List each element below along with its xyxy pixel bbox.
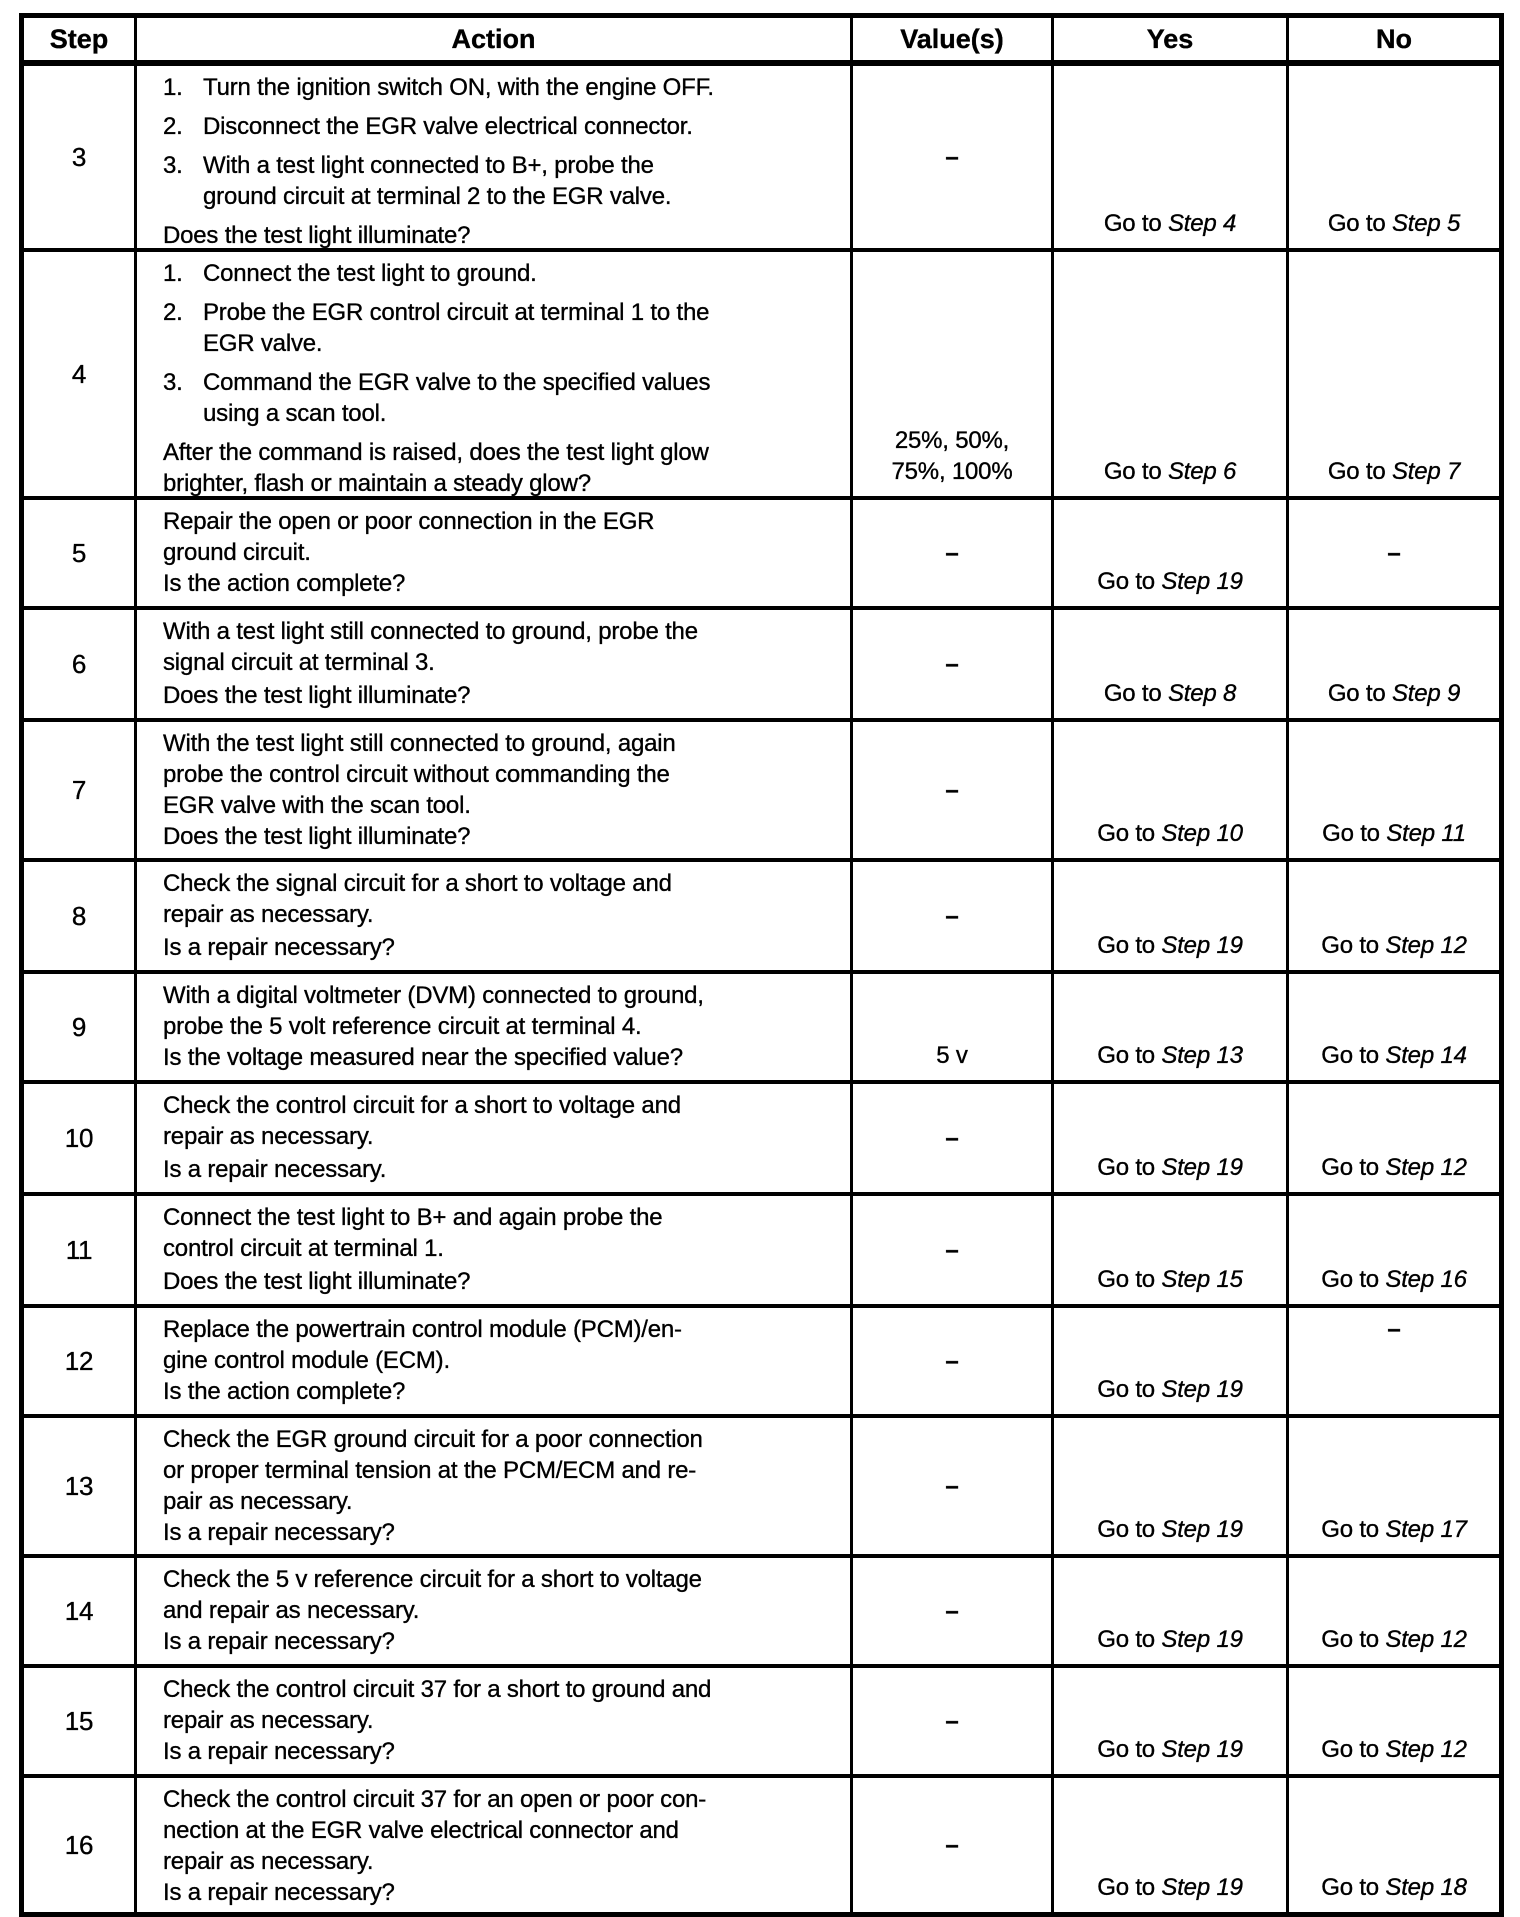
value-cell	[850, 248, 1051, 496]
action-numbered-item	[163, 297, 840, 359]
text-line: Disconnect the EGR valve electrical connector.	[203, 113, 693, 140]
action-text-line: EGR valve with the scan tool.	[163, 792, 471, 819]
action-text-line: probe the control circuit without commanding the	[163, 761, 670, 788]
no-cell	[1286, 496, 1499, 606]
text-line: Is a repair necessary?	[163, 1879, 395, 1906]
value-text: –	[945, 1472, 959, 1500]
item-text	[203, 111, 840, 142]
goto-text	[1328, 208, 1460, 239]
question-text	[163, 1266, 840, 1297]
goto-step-reference: Step 14	[1385, 1042, 1467, 1069]
value-text: –	[945, 1707, 959, 1735]
step-number: 10	[24, 1080, 134, 1192]
action-cell	[134, 1192, 850, 1304]
text-line: brighter, flash or maintain a steady glow?	[163, 470, 591, 497]
goto-text	[1097, 1734, 1243, 1765]
goto-prefix: Go to	[1097, 820, 1162, 847]
goto-step-reference: Step 12	[1385, 1736, 1467, 1763]
goto-text	[1097, 1514, 1243, 1545]
question-text	[163, 1517, 840, 1548]
goto-step-reference: Step 19	[1161, 932, 1243, 959]
diagnostic-table	[19, 13, 1504, 1917]
text-line: Does the test light illuminate?	[163, 222, 471, 249]
action-text-line: With a digital voltmeter (DVM) connected to ground,	[163, 982, 704, 1009]
question-text	[163, 680, 840, 711]
column-header-values: Value(s)	[850, 18, 1051, 60]
no-cell	[1286, 60, 1499, 248]
question-text	[163, 1376, 840, 1407]
goto-step-reference: Step 6	[1167, 458, 1237, 485]
goto-step-reference: Step 13	[1161, 1042, 1243, 1069]
yes-cell	[1051, 1774, 1286, 1912]
yes-cell	[1051, 248, 1286, 496]
goto-step-reference: Step 12	[1385, 1626, 1467, 1653]
value-cell	[850, 718, 1051, 858]
value-text: –	[945, 143, 959, 171]
goto-prefix: Go to	[1097, 1376, 1162, 1403]
value-cell	[850, 1414, 1051, 1554]
goto-step-reference: Step 19	[1161, 1376, 1243, 1403]
goto-prefix: Go to	[1327, 210, 1392, 237]
goto-step-reference: Step 19	[1161, 1516, 1243, 1543]
action-text-line: With a test light still connected to ground, probe the	[163, 618, 698, 645]
step-number: 12	[24, 1304, 134, 1414]
action-cell	[134, 248, 850, 496]
goto-step-reference: Step 19	[1161, 568, 1243, 595]
goto-step-reference: Step 7	[1391, 458, 1461, 485]
text-line: using a scan tool.	[203, 400, 387, 427]
step-number: 6	[24, 606, 134, 718]
yes-cell	[1051, 606, 1286, 718]
item-number: 1.	[163, 260, 183, 287]
goto-prefix: Go to	[1097, 1266, 1162, 1293]
action-text-line: Check the control circuit for a short to voltage and	[163, 1092, 681, 1119]
action-cell	[134, 1080, 850, 1192]
action-text-line: nection at the EGR valve electrical connector and	[163, 1817, 679, 1844]
value-text: –	[945, 650, 959, 678]
text-line: Connect the test light to ground.	[203, 260, 537, 287]
text-line: Does the test light illuminate?	[163, 1268, 471, 1295]
value-cell	[850, 496, 1051, 606]
action-cell	[134, 496, 850, 606]
text-line: Is a repair necessary?	[163, 1519, 395, 1546]
yes-cell	[1051, 1304, 1286, 1414]
goto-step-reference: Step 19	[1161, 1154, 1243, 1181]
action-cell	[134, 970, 850, 1080]
text-line: Is a repair necessary?	[163, 1628, 395, 1655]
action-cell	[134, 60, 850, 248]
no-cell	[1286, 970, 1499, 1080]
text-line: Probe the EGR control circuit at terminal 1 to the	[203, 299, 710, 326]
no-cell	[1286, 1192, 1499, 1304]
text-line: Does the test light illuminate?	[163, 682, 471, 709]
value-text: –	[945, 1597, 959, 1625]
action-text-line: Repair the open or poor connection in the EGR	[163, 508, 655, 535]
value-cell	[850, 606, 1051, 718]
value-text: 5 v	[936, 1042, 968, 1069]
goto-text	[1097, 930, 1243, 961]
goto-prefix: Go to	[1321, 932, 1386, 959]
text-line: ground circuit at terminal 2 to the EGR valve.	[203, 183, 672, 210]
action-text-line: repair as necessary.	[163, 1848, 374, 1875]
goto-prefix: Go to	[1321, 1042, 1386, 1069]
action-text-line: pair as necessary.	[163, 1488, 353, 1515]
step-number: 14	[24, 1554, 134, 1664]
goto-prefix: Go to	[1097, 1042, 1162, 1069]
action-text-line: With the test light still connected to ground, again	[163, 730, 676, 757]
goto-text	[1097, 1872, 1243, 1903]
goto-prefix: Go to	[1097, 568, 1162, 595]
action-text-line: Connect the test light to B+ and again probe the	[163, 1204, 663, 1231]
action-numbered-item	[163, 111, 840, 142]
text-line: With a test light connected to B+, probe the	[203, 152, 654, 179]
item-number: 2.	[163, 113, 183, 140]
step-number: 4	[24, 248, 134, 496]
question-text	[163, 1154, 840, 1185]
value-cell	[850, 60, 1051, 248]
yes-cell	[1051, 1554, 1286, 1664]
action-text-line: Check the 5 v reference circuit for a short to voltage	[163, 1566, 702, 1593]
goto-step-reference: Step 18	[1385, 1874, 1467, 1901]
goto-step-reference: Step 19	[1161, 1736, 1243, 1763]
step-number: 16	[24, 1774, 134, 1912]
goto-text	[1321, 1040, 1467, 1071]
action-text-line: and repair as necessary.	[163, 1597, 420, 1624]
action-text-line: Replace the powertrain control module (PCM)/en-	[163, 1316, 682, 1343]
no-cell	[1286, 858, 1499, 970]
action-text-line: control circuit at terminal 1.	[163, 1235, 444, 1262]
question-text	[163, 1626, 840, 1657]
action-text-line: repair as necessary.	[163, 1123, 374, 1150]
item-text	[203, 297, 840, 359]
goto-prefix: Go to	[1097, 1154, 1162, 1181]
item-text	[203, 150, 840, 212]
no-cell	[1286, 1774, 1499, 1912]
column-header-yes: Yes	[1051, 18, 1286, 60]
item-number: 2.	[163, 299, 183, 326]
action-text-line: ground circuit.	[163, 539, 311, 566]
goto-step-reference: Step 5	[1391, 210, 1461, 237]
text-line: EGR valve.	[203, 330, 323, 357]
item-text	[203, 367, 840, 429]
goto-prefix: Go to	[1103, 458, 1168, 485]
value-cell	[850, 1774, 1051, 1912]
no-cell	[1286, 606, 1499, 718]
action-numbered-item	[163, 150, 840, 212]
step-number: 11	[24, 1192, 134, 1304]
question-text	[163, 568, 840, 599]
goto-text	[1321, 1264, 1467, 1295]
action-text-line: signal circuit at terminal 3.	[163, 649, 435, 676]
dash: –	[1387, 1316, 1401, 1343]
action-cell	[134, 1554, 850, 1664]
goto-step-reference: Step 16	[1385, 1266, 1467, 1293]
text-line: Is the action complete?	[163, 1378, 406, 1405]
goto-step-reference: Step 12	[1385, 932, 1467, 959]
yes-cell	[1051, 60, 1286, 248]
action-text-line: Check the control circuit 37 for a short to ground and	[163, 1676, 712, 1703]
value-text: –	[945, 902, 959, 930]
item-text	[203, 72, 840, 103]
action-cell	[134, 1414, 850, 1554]
value-cell	[850, 1554, 1051, 1664]
step-number: 13	[24, 1414, 134, 1554]
goto-prefix: Go to	[1097, 1874, 1162, 1901]
value-text: –	[945, 539, 959, 567]
no-cell	[1286, 1080, 1499, 1192]
value-cell	[850, 1304, 1051, 1414]
action-text-line: probe the 5 volt reference circuit at terminal 4.	[163, 1013, 642, 1040]
no-cell	[1286, 1554, 1499, 1664]
goto-text	[1097, 1374, 1243, 1405]
value-text: 75%, 100%	[891, 458, 1013, 485]
goto-prefix: Go to	[1327, 680, 1392, 707]
action-text-line: Check the signal circuit for a short to voltage and	[163, 870, 672, 897]
action-text-line: or proper terminal tension at the PCM/ECM and re-	[163, 1457, 697, 1484]
goto-step-reference: Step 12	[1385, 1154, 1467, 1181]
value-cell	[850, 1192, 1051, 1304]
value-cell	[850, 1664, 1051, 1774]
goto-text	[1321, 1872, 1467, 1903]
step-number: 3	[24, 60, 134, 248]
no-cell	[1286, 248, 1499, 496]
action-cell	[134, 1774, 850, 1912]
action-text-line: Check the EGR ground circuit for a poor connection	[163, 1426, 703, 1453]
yes-cell	[1051, 1414, 1286, 1554]
goto-text	[1097, 1264, 1243, 1295]
action-text-line: Check the control circuit 37 for an open or poor con-	[163, 1786, 707, 1813]
text-line: Turn the ignition switch ON, with the engine OFF.	[203, 74, 714, 101]
text-line: Command the EGR valve to the specified values	[203, 369, 711, 396]
goto-text	[1097, 566, 1243, 597]
action-cell	[134, 1304, 850, 1414]
action-text-line: repair as necessary.	[163, 1707, 374, 1734]
goto-prefix: Go to	[1097, 1516, 1162, 1543]
goto-text	[1321, 930, 1467, 961]
goto-text	[1321, 1514, 1467, 1545]
question-text	[163, 1877, 840, 1908]
value-text: –	[945, 1236, 959, 1264]
goto-step-reference: Step 8	[1167, 680, 1237, 707]
no-cell	[1286, 1414, 1499, 1554]
goto-prefix: Go to	[1103, 210, 1168, 237]
column-header-no: No	[1286, 18, 1499, 60]
goto-text	[1321, 1734, 1467, 1765]
goto-text	[1097, 1152, 1243, 1183]
goto-prefix: Go to	[1321, 1874, 1386, 1901]
goto-step-reference: Step 11	[1386, 820, 1466, 847]
goto-text	[1328, 456, 1460, 487]
action-cell	[134, 858, 850, 970]
value-text: 25%, 50%,	[894, 427, 1010, 454]
goto-prefix: Go to	[1103, 680, 1168, 707]
goto-prefix: Go to	[1097, 1736, 1162, 1763]
action-cell	[134, 1664, 850, 1774]
goto-text	[1104, 678, 1236, 709]
goto-text	[1104, 456, 1236, 487]
goto-step-reference: Step 17	[1385, 1516, 1467, 1543]
value-text: –	[945, 776, 959, 804]
goto-prefix: Go to	[1321, 1154, 1386, 1181]
goto-text	[1322, 818, 1466, 849]
question-text	[163, 932, 840, 963]
action-numbered-item	[163, 258, 840, 289]
text-line: Is a repair necessary?	[163, 934, 395, 961]
text-line: Is a repair necessary.	[163, 1156, 387, 1183]
goto-step-reference: Step 15	[1161, 1266, 1243, 1293]
goto-prefix: Go to	[1322, 820, 1387, 847]
text-line: Is the voltage measured near the specified value?	[163, 1044, 683, 1071]
text-line: Is a repair necessary?	[163, 1738, 395, 1765]
yes-cell	[1051, 970, 1286, 1080]
goto-text	[1097, 1624, 1243, 1655]
yes-cell	[1051, 718, 1286, 858]
text-line: Is the action complete?	[163, 570, 406, 597]
step-number: 15	[24, 1664, 134, 1774]
goto-text	[1097, 818, 1243, 849]
step-number: 5	[24, 496, 134, 606]
step-number: 9	[24, 970, 134, 1080]
no-cell	[1286, 718, 1499, 858]
yes-cell	[1051, 1080, 1286, 1192]
goto-prefix: Go to	[1097, 1626, 1162, 1653]
goto-text	[1104, 208, 1236, 239]
goto-prefix: Go to	[1327, 458, 1392, 485]
value-cell	[850, 858, 1051, 970]
no-cell	[1286, 1664, 1499, 1774]
text-line: After the command is raised, does the test light glow	[163, 439, 709, 466]
step-number: 7	[24, 718, 134, 858]
goto-step-reference: Step 10	[1161, 820, 1243, 847]
question-text	[163, 437, 840, 499]
question-text	[163, 1042, 840, 1073]
dash: –	[1387, 539, 1401, 567]
yes-cell	[1051, 858, 1286, 970]
goto-prefix: Go to	[1321, 1266, 1386, 1293]
item-text	[203, 258, 840, 289]
value-text: –	[945, 1124, 959, 1152]
text-line: Does the test light illuminate?	[163, 823, 471, 850]
action-numbered-item	[163, 72, 840, 103]
question-text	[163, 220, 840, 251]
step-number: 8	[24, 858, 134, 970]
yes-cell	[1051, 1664, 1286, 1774]
yes-cell	[1051, 496, 1286, 606]
column-header-step: Step	[49, 23, 109, 54]
item-number: 3.	[163, 152, 183, 179]
goto-step-reference: Step 19	[1161, 1626, 1243, 1653]
column-header-action: Action	[134, 18, 850, 60]
value-text: –	[945, 1347, 959, 1375]
goto-step-reference: Step 19	[1161, 1874, 1243, 1901]
goto-prefix: Go to	[1321, 1516, 1386, 1543]
item-number: 1.	[163, 74, 183, 101]
goto-prefix: Go to	[1097, 932, 1162, 959]
item-number: 3.	[163, 369, 183, 396]
goto-prefix: Go to	[1321, 1736, 1386, 1763]
action-numbered-item	[163, 367, 840, 429]
action-text-line: gine control module (ECM).	[163, 1347, 450, 1374]
yes-cell	[1051, 1192, 1286, 1304]
question-text	[163, 1736, 840, 1767]
goto-text	[1321, 1152, 1467, 1183]
action-cell	[134, 606, 850, 718]
goto-prefix: Go to	[1321, 1626, 1386, 1653]
value-cell	[850, 970, 1051, 1080]
action-text-line: repair as necessary.	[163, 901, 374, 928]
action-cell	[134, 718, 850, 858]
goto-text	[1321, 1624, 1467, 1655]
value-text: –	[945, 1831, 959, 1859]
no-cell	[1286, 1304, 1499, 1414]
value-cell	[850, 1080, 1051, 1192]
goto-step-reference: Step 9	[1391, 680, 1461, 707]
goto-text	[1097, 1040, 1243, 1071]
goto-step-reference: Step 4	[1167, 210, 1237, 237]
goto-text	[1328, 678, 1460, 709]
question-text	[163, 821, 840, 852]
